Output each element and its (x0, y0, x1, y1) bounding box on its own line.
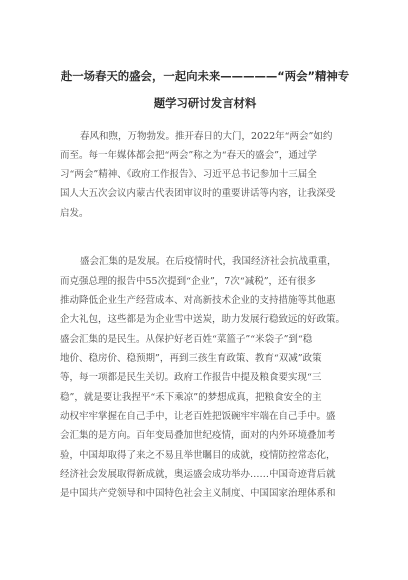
paragraph-2-line-7: 等，每一项都是民生关切。政府工作报告中提及粮食要实现“三 (60, 372, 322, 383)
paragraph-1-line-3: 习“两会”精神、《政府工作报告》、习近平总书记参加十三届全 (60, 169, 317, 180)
paragraph-1-line-1: 春风和煦，万物勃发。推开春日的大门，2022年“两会”如约 (80, 131, 333, 142)
paragraph-2-line-10: 会汇集的是方向。百年变局叠加世纪疫情，面对的内外环境叠加考 (60, 430, 336, 441)
paragraph-2-line-8: 稳”，就是要让我捏平“禾下乘凉”的梦想成真，把粮食安全的主 (60, 392, 322, 403)
paragraph-2-line-5: 盛会汇集的是民生。从保护好老百姓“菜篮子”“米袋子”到“稳 (60, 334, 313, 345)
paragraph-2-line-6: 地价、稳房价、稳预期”，再到三孩生育政策、教育“双减”政策 (60, 353, 322, 364)
document-title-line-1: 赴一场春天的盛会，一起向未来—————“两会”精神专 (60, 69, 350, 83)
paragraph-1-line-2: 而至。每一年媒体都会把“两会”称之为“春天的盛会”，通过学 (60, 150, 317, 161)
paragraph-2-line-4: 企大礼包，这些都是为企业雪中送炭，助力发展行稳致远的好政策。 (60, 314, 346, 325)
paragraph-1-line-5: 启发。 (60, 208, 89, 219)
document-title-line-2: 题学习研讨发言材料 (153, 96, 257, 110)
paragraph-2-line-11: 验，中国却取得了来之不易且举世瞩目的成就，疫情防控常态化， (60, 450, 336, 461)
paragraph-2-line-1: 盛会汇集的是发展。在后疫情时代，我国经济社会抗战重重， (80, 256, 337, 267)
paragraph-1-line-4: 国人大五次会议内蒙古代表团审议时的重要讲话等内容，让我深受 (60, 188, 336, 199)
paragraph-2-line-3: 推动降低企业生产经营成本、对高新技术企业的支持措施等其他惠 (60, 295, 336, 306)
paragraph-2-line-9: 动权牢牢掌握在自己手中，让老百姓把饭碗牢牢端在自己手中。盛 (60, 411, 336, 422)
paragraph-2-line-12: 经济社会发展取得新成就，奥运盛会成功举办……中国奇迹背后就 (60, 469, 336, 480)
paragraph-2-line-2: 而克强总理的报告中55次提到“企业”，7次“减税”，还有很多 (60, 276, 317, 287)
paragraph-2-line-13: 是中国共产党领导和中国特色社会主义制度、中国国家治理体系和 (60, 488, 336, 499)
